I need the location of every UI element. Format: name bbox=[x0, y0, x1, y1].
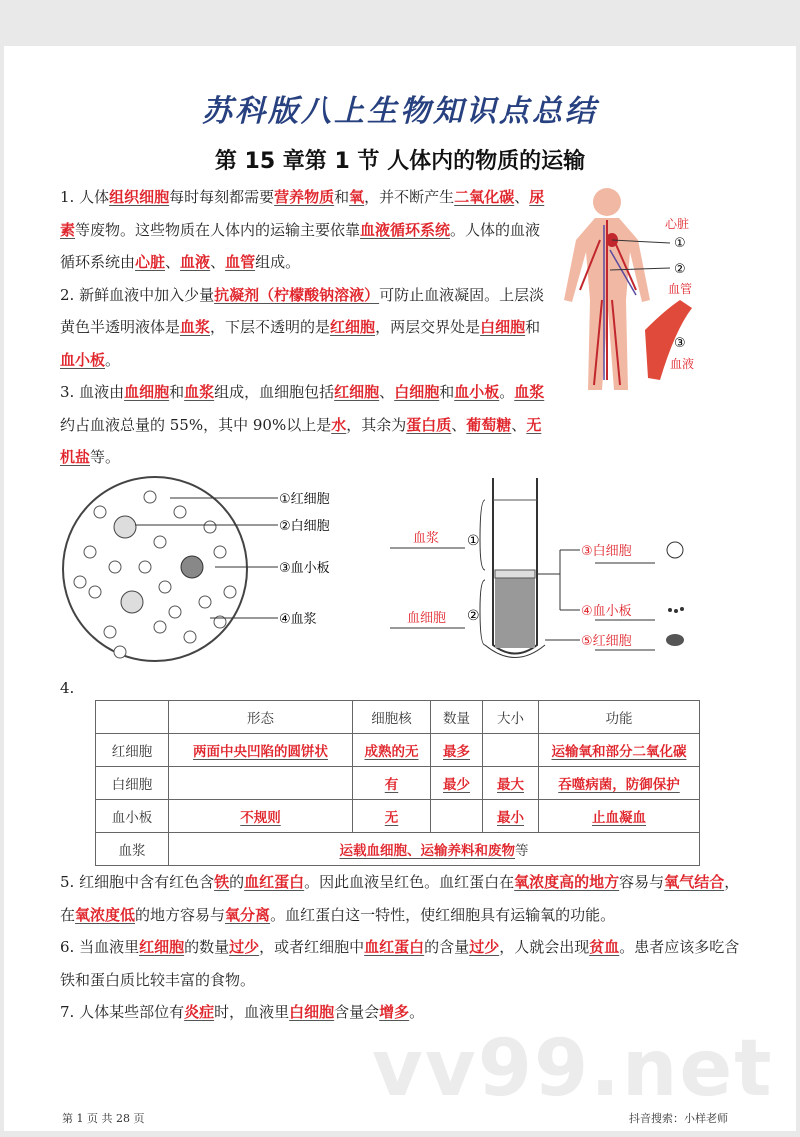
answer-highlight: 两面中央凹陷的圆饼状 bbox=[193, 744, 328, 760]
answer-highlight: 白细胞 bbox=[289, 1003, 335, 1021]
white-blood-cell bbox=[181, 556, 203, 578]
section-title: 第 15 章第 1 节 人体内的物质的运输 bbox=[214, 149, 586, 174]
paragraph-5 bbox=[60, 866, 745, 931]
text-segment: 等废物。这些物质在人体内的运输主要依靠 bbox=[75, 220, 361, 239]
label-platelet: ④血小板 bbox=[581, 604, 632, 619]
answer-highlight: 吞噬病菌，防御保护 bbox=[558, 777, 680, 793]
text-segment: 容易与 bbox=[619, 873, 665, 891]
text-segment: ，人就会出现 bbox=[499, 938, 590, 956]
answer-highlight: 最少 bbox=[443, 777, 470, 793]
red-blood-cell bbox=[154, 621, 166, 633]
table-cell bbox=[483, 734, 539, 767]
label-2: ② bbox=[467, 608, 480, 624]
table-cell bbox=[169, 833, 700, 866]
text-segment: ，并不断产生 bbox=[364, 188, 455, 206]
wbc-icon bbox=[667, 542, 683, 558]
text-segment: 7. 人体某些部位有 bbox=[60, 1003, 185, 1021]
document-title: 苏科版八上生物知识点总结 bbox=[202, 94, 598, 129]
watermark: vv99.net bbox=[372, 1024, 774, 1114]
text-segment: 和 bbox=[439, 383, 455, 401]
answer-highlight: 心脏 bbox=[135, 253, 166, 271]
red-blood-cell bbox=[214, 546, 226, 558]
text-segment: 白细胞 bbox=[111, 777, 153, 793]
rbc-icon bbox=[666, 634, 684, 646]
text-segment: 6. 当血液里 bbox=[60, 938, 140, 956]
text-segment: ，其余为 bbox=[346, 415, 407, 434]
text-segment: ，或者红细胞中 bbox=[259, 938, 365, 956]
text-segment: 、 bbox=[165, 253, 181, 271]
red-blood-cell bbox=[159, 581, 171, 593]
answer-highlight: 血小板 bbox=[60, 350, 106, 369]
text-segment: 。血红蛋白这一特性，使红细胞具有运输氧的功能。 bbox=[270, 905, 616, 924]
red-blood-cell bbox=[139, 561, 151, 573]
table-cell bbox=[431, 734, 483, 767]
table-cell: 血浆 bbox=[96, 833, 169, 866]
answer-highlight: 氧气结合 bbox=[664, 873, 725, 891]
text-segment: 等。 bbox=[90, 448, 121, 466]
text-segment: 组成，血细胞包括 bbox=[214, 383, 335, 401]
red-blood-cell bbox=[144, 491, 156, 503]
table-header-cell bbox=[96, 701, 169, 734]
label-wbc: ②白细胞 bbox=[279, 519, 330, 534]
table-row bbox=[96, 800, 700, 833]
label-platelet: ③血小板 bbox=[279, 561, 330, 576]
text-segment: 3. 血液由 bbox=[60, 383, 125, 401]
text-segment: 。人体的血液循环系统由 bbox=[60, 220, 541, 271]
white-blood-cell bbox=[114, 516, 136, 538]
answer-highlight: 血液循环系统 bbox=[360, 220, 451, 239]
table-cell bbox=[483, 767, 539, 800]
answer-highlight: 蛋白质 bbox=[406, 415, 452, 434]
answer-highlight: 运输氧和部分二氧化碳 bbox=[551, 744, 687, 760]
answer-highlight: 血浆 bbox=[514, 383, 545, 401]
red-blood-cell bbox=[169, 606, 181, 618]
label-1: ① bbox=[674, 236, 686, 251]
text-segment: 组成。 bbox=[255, 253, 301, 271]
text-segment: 的地方容易与 bbox=[135, 905, 226, 924]
answer-highlight: 炎症 bbox=[184, 1003, 215, 1021]
later-paragraphs bbox=[60, 866, 745, 1029]
table-cell bbox=[353, 800, 431, 833]
answer-highlight: 贫血 bbox=[589, 938, 620, 956]
intro-paragraphs bbox=[60, 181, 552, 474]
table-row bbox=[96, 734, 700, 767]
table-cell bbox=[169, 767, 353, 800]
blood-components-table bbox=[95, 700, 700, 866]
paragraph-2 bbox=[60, 279, 552, 377]
paragraph-1 bbox=[60, 181, 552, 279]
answer-highlight: 红细胞 bbox=[334, 383, 380, 401]
text-segment: 每时每刻都需要 bbox=[169, 188, 275, 206]
answer-highlight: 氧浓度低 bbox=[75, 905, 136, 924]
text-segment: 红细胞 bbox=[111, 744, 153, 760]
answer-highlight: 白细胞 bbox=[394, 383, 440, 401]
red-blood-cell bbox=[184, 631, 196, 643]
table-header-cell: 形态 bbox=[169, 701, 353, 734]
table-cell bbox=[353, 767, 431, 800]
answer-highlight: 铁 bbox=[214, 873, 230, 891]
label-rbc: ⑤红细胞 bbox=[581, 634, 632, 649]
text-segment: 。 bbox=[105, 350, 121, 369]
text-segment: 1. 人体 bbox=[60, 188, 110, 206]
table-cell bbox=[96, 767, 169, 800]
text-segment: 和 bbox=[525, 318, 541, 336]
test-tube-figure bbox=[385, 470, 705, 670]
text-segment: 2. 新鲜血液中加入少量 bbox=[60, 285, 215, 304]
answer-highlight: 抗凝剂（柠檬酸钠溶液） bbox=[214, 285, 380, 304]
paragraph-3 bbox=[60, 376, 552, 474]
answer-highlight: 最大 bbox=[497, 777, 524, 793]
label-plasma-layer: 血浆 bbox=[413, 531, 440, 546]
text-segment: 。患者应该多吃含铁和蛋白质比较丰富的食物。 bbox=[60, 938, 740, 989]
answer-highlight: 尿素 bbox=[60, 188, 545, 239]
text-segment: 。 bbox=[499, 383, 515, 401]
text-segment: 约占血液总量的 55%，其中 90%以上是 bbox=[60, 415, 332, 434]
red-blood-cell bbox=[114, 646, 126, 658]
answer-highlight: 组织细胞 bbox=[109, 188, 170, 206]
label-wbc: ③白细胞 bbox=[581, 544, 632, 559]
table-cell bbox=[353, 734, 431, 767]
table-cell bbox=[169, 734, 353, 767]
answer-highlight: 水 bbox=[331, 415, 347, 434]
red-blood-cell bbox=[154, 536, 166, 548]
label-blood: 血液 bbox=[670, 357, 695, 371]
answer-highlight: 血液 bbox=[180, 253, 211, 271]
label-vessel: 血管 bbox=[668, 282, 693, 296]
answer-highlight: 最多 bbox=[443, 744, 470, 760]
text-segment: ，下层不透明的是 bbox=[210, 318, 331, 336]
text-segment: 。 bbox=[409, 1003, 425, 1021]
red-blood-cell bbox=[84, 546, 96, 558]
text-segment: 、 bbox=[210, 253, 226, 271]
answer-highlight: 营养物质 bbox=[274, 188, 335, 206]
table-cell bbox=[539, 800, 700, 833]
answer-highlight: 血红蛋白 bbox=[364, 938, 425, 956]
white-blood-cell bbox=[121, 591, 143, 613]
table-row bbox=[96, 767, 700, 800]
table-cell bbox=[96, 734, 169, 767]
label-1: ① bbox=[467, 533, 480, 549]
footer-credit: 抖音搜索：小样老师 bbox=[629, 1112, 728, 1125]
answer-highlight: 氧分离 bbox=[225, 905, 271, 924]
circulatory-system-figure bbox=[550, 180, 710, 400]
table-header-cell: 细胞核 bbox=[353, 701, 431, 734]
text-segment: 。因此血液呈红色。血红蛋白在 bbox=[304, 873, 515, 891]
table-cell bbox=[96, 800, 169, 833]
answer-highlight: 增多 bbox=[379, 1003, 410, 1021]
table-header-row bbox=[96, 701, 700, 734]
red-blood-cell bbox=[109, 561, 121, 573]
table-header-cell: 数量 bbox=[431, 701, 483, 734]
text-segment: 的 bbox=[229, 873, 245, 891]
table-header-cell: 功能 bbox=[539, 701, 700, 734]
table-cell bbox=[539, 734, 700, 767]
blood-smear-figure bbox=[60, 472, 360, 667]
text-segment: 、 bbox=[451, 415, 467, 434]
text-segment: 血小板 bbox=[111, 810, 153, 826]
red-blood-cell bbox=[224, 586, 236, 598]
text-segment: ，两层交界处是 bbox=[375, 318, 481, 336]
answer-highlight: 止血凝血 bbox=[592, 810, 646, 826]
answer-highlight: 葡萄糖 bbox=[466, 415, 512, 434]
text-segment: 的数量 bbox=[184, 938, 230, 956]
answer-highlight: 不规则 bbox=[240, 810, 281, 826]
text-segment: 和 bbox=[169, 383, 185, 401]
table-header-cell: 大小 bbox=[483, 701, 539, 734]
red-blood-cell bbox=[174, 506, 186, 518]
answer-highlight: 过少 bbox=[229, 938, 260, 956]
text-segment: 可防止血液凝固。上层淡黄色半透明液体是 bbox=[60, 285, 545, 336]
red-blood-cell bbox=[199, 596, 211, 608]
text-segment: 5. 红细胞中含有红色含 bbox=[60, 873, 215, 891]
text-segment: 、 bbox=[379, 383, 395, 401]
label-3: ③ bbox=[674, 336, 686, 351]
answer-highlight: 白细胞 bbox=[480, 318, 526, 336]
answer-highlight: 运载血细胞、运输养料和废物 bbox=[339, 843, 515, 859]
label-heart: 心脏 bbox=[665, 217, 690, 231]
answer-highlight: 血细胞 bbox=[124, 383, 170, 401]
text-segment: 、 bbox=[514, 188, 530, 206]
text-segment: 的含量 bbox=[424, 938, 470, 956]
answer-highlight: 血小板 bbox=[454, 383, 500, 401]
text-segment: ，在 bbox=[60, 873, 740, 924]
answer-highlight: 二氧化碳 bbox=[454, 188, 515, 206]
answer-highlight: 过少 bbox=[469, 938, 500, 956]
label-cell-layer: 血细胞 bbox=[407, 611, 447, 626]
label-2: ② bbox=[674, 262, 686, 277]
answer-highlight: 血红蛋白 bbox=[244, 873, 305, 891]
answer-highlight: 血浆 bbox=[184, 383, 215, 401]
human-body-icon bbox=[564, 188, 650, 390]
table-cell bbox=[483, 800, 539, 833]
answer-highlight: 成熟的无 bbox=[364, 744, 419, 760]
answer-highlight: 血管 bbox=[225, 253, 256, 271]
paragraph-6 bbox=[60, 931, 745, 996]
label-rbc: ①红细胞 bbox=[279, 492, 330, 507]
answer-highlight: 无 bbox=[384, 810, 399, 826]
table-cell bbox=[169, 800, 353, 833]
table-row bbox=[96, 833, 700, 866]
answer-highlight: 氧浓度高的地方 bbox=[514, 873, 620, 891]
text-segment: 和 bbox=[334, 188, 350, 206]
answer-highlight: 红细胞 bbox=[330, 318, 376, 336]
text-segment: 等 bbox=[515, 843, 529, 859]
red-blood-cell bbox=[204, 521, 216, 533]
answer-highlight: 氧 bbox=[349, 188, 365, 206]
answer-highlight: 血浆 bbox=[180, 318, 211, 336]
answer-highlight: 无机盐 bbox=[60, 415, 542, 466]
text-segment: 、 bbox=[511, 415, 527, 434]
page-number: 第 1 页 共 28 页 bbox=[62, 1112, 145, 1125]
text-segment: 含量会 bbox=[334, 1003, 380, 1021]
red-blood-cell bbox=[104, 626, 116, 638]
red-blood-cell bbox=[74, 576, 86, 588]
table-cell bbox=[539, 767, 700, 800]
answer-highlight: 红细胞 bbox=[139, 938, 185, 956]
answer-highlight: 最小 bbox=[497, 810, 524, 826]
red-blood-cell bbox=[94, 506, 106, 518]
text-segment: 时，血液里 bbox=[214, 1003, 290, 1021]
table-cell bbox=[431, 800, 483, 833]
label-plasma: ④血浆 bbox=[279, 612, 317, 627]
answer-highlight: 有 bbox=[384, 777, 399, 793]
red-blood-cell bbox=[89, 586, 101, 598]
table-cell bbox=[431, 767, 483, 800]
section-4-label: 4. bbox=[60, 679, 75, 697]
